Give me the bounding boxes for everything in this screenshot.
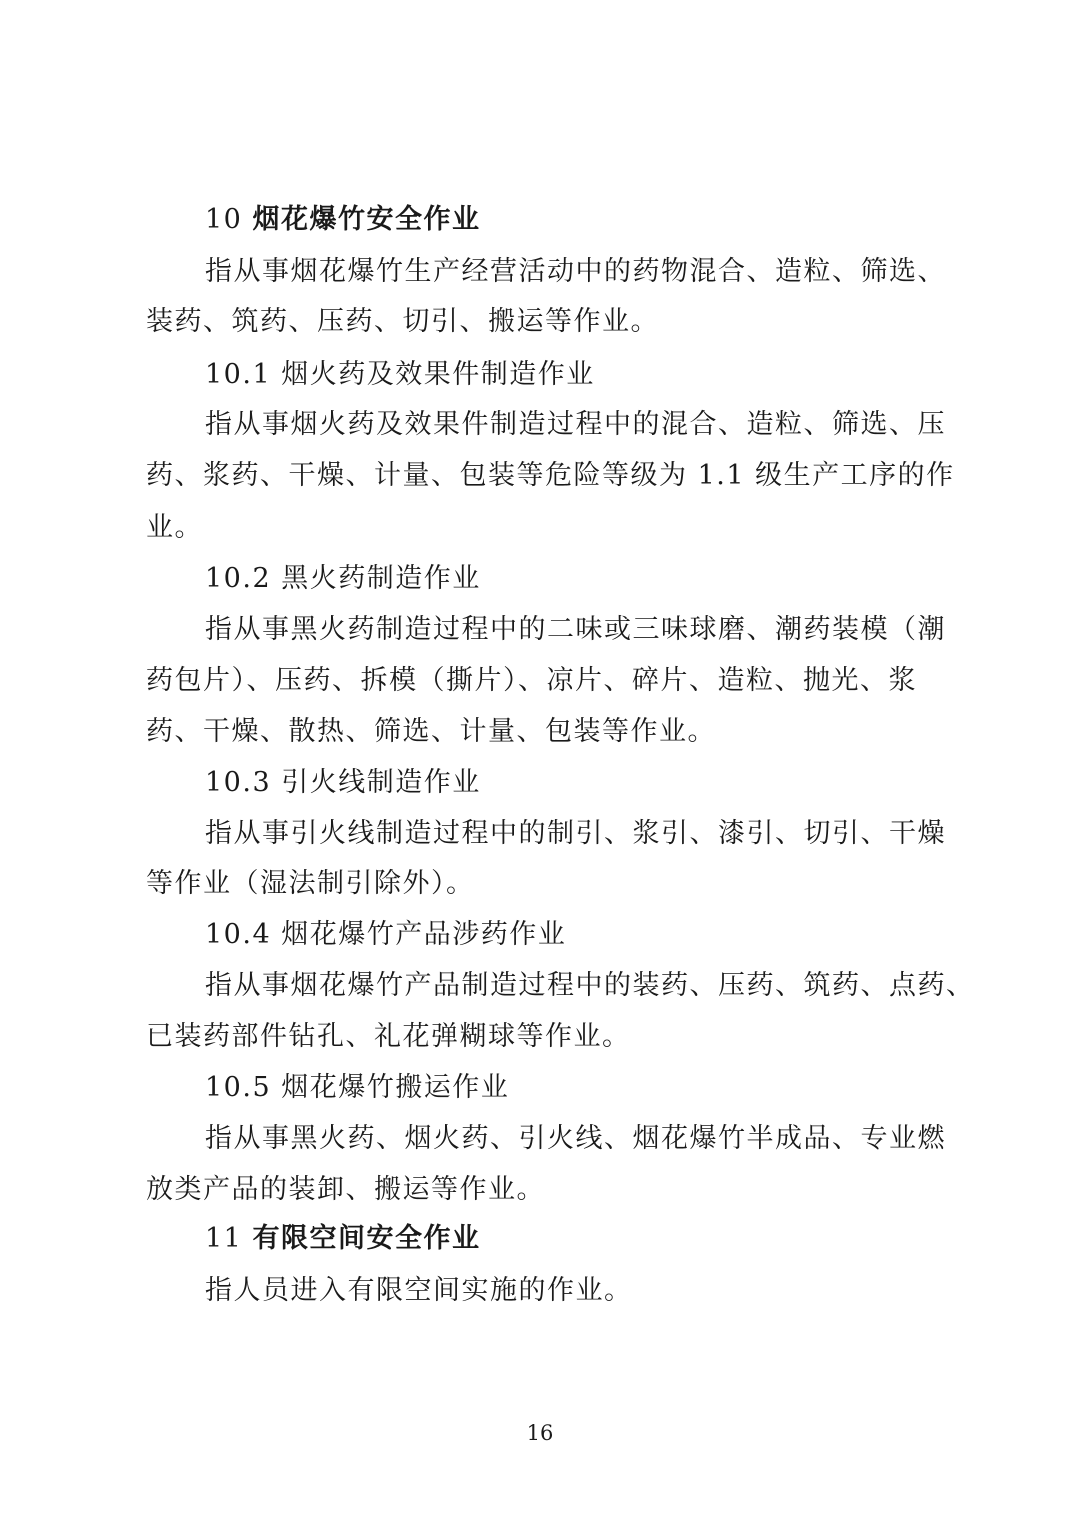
section-10-heading <box>0 200 1080 240</box>
subsection-10-2-title: 10.2 黑火药制造作业 <box>205 563 481 594</box>
section-11-number: 11 <box>205 1223 253 1254</box>
subsection-10-5-desc-line-1: 指从事黑火药、烟火药、引火线、烟花爆竹半成品、专业燃 <box>205 1123 946 1154</box>
subsection-10-2-desc-line-3: 药、干燥、散热、筛选、计量、包装等作业。 <box>146 716 716 747</box>
subsection-10-4-desc-line-1: 指从事烟花爆竹产品制造过程中的装药、压药、筑药、点药、 <box>205 970 975 1001</box>
page-number: 16 <box>526 1421 554 1445</box>
subsection-10-1-desc-line-1: 指从事烟火药及效果件制造过程中的混合、造粒、筛选、压 <box>205 409 946 440</box>
subsection-10-2-desc-line-2: 药包片）、压药、拆模（撕片）、凉片、碎片、造粒、抛光、浆 <box>146 665 917 696</box>
section-11-title: 有限空间安全作业 <box>252 1223 481 1254</box>
subsection-10-1-desc-line-2: 药、浆药、干燥、计量、包装等危险等级为 1.1 级生产工序的作 <box>146 460 955 491</box>
section-11-heading <box>0 1219 1080 1259</box>
subsection-10-5-desc-line-2: 放类产品的装卸、搬运等作业。 <box>146 1174 545 1205</box>
subsection-10-4-title: 10.4 烟花爆竹产品涉药作业 <box>205 919 567 950</box>
subsection-10-3-desc-line-1: 指从事引火线制造过程中的制引、浆引、漆引、切引、干燥 <box>205 818 946 849</box>
subsection-10-3-desc-line-2: 等作业（湿法制引除外）。 <box>146 868 475 899</box>
section-10-desc-line-1: 指从事烟花爆竹生产经营活动中的药物混合、造粒、筛选、 <box>205 256 946 287</box>
subsection-10-4-desc-line-2: 已装药部件钻孔、礼花弹糊球等作业。 <box>146 1021 631 1052</box>
section-10-title: 烟花爆竹安全作业 <box>252 204 481 235</box>
subsection-10-1-title: 10.1 烟火药及效果件制造作业 <box>205 359 595 390</box>
section-10-desc-line-2: 装药、筑药、压药、切引、搬运等作业。 <box>146 306 659 337</box>
section-10-number: 10 <box>205 204 253 235</box>
section-11-desc-line-1: 指人员进入有限空间实施的作业。 <box>205 1275 633 1306</box>
subsection-10-5-title: 10.5 烟花爆竹搬运作业 <box>205 1072 510 1103</box>
subsection-10-2-desc-line-1: 指从事黑火药制造过程中的二味或三味球磨、潮药装模（潮 <box>205 614 946 645</box>
subsection-10-3-title: 10.3 引火线制造作业 <box>205 767 481 798</box>
subsection-10-1-desc-line-3: 业。 <box>146 512 203 543</box>
